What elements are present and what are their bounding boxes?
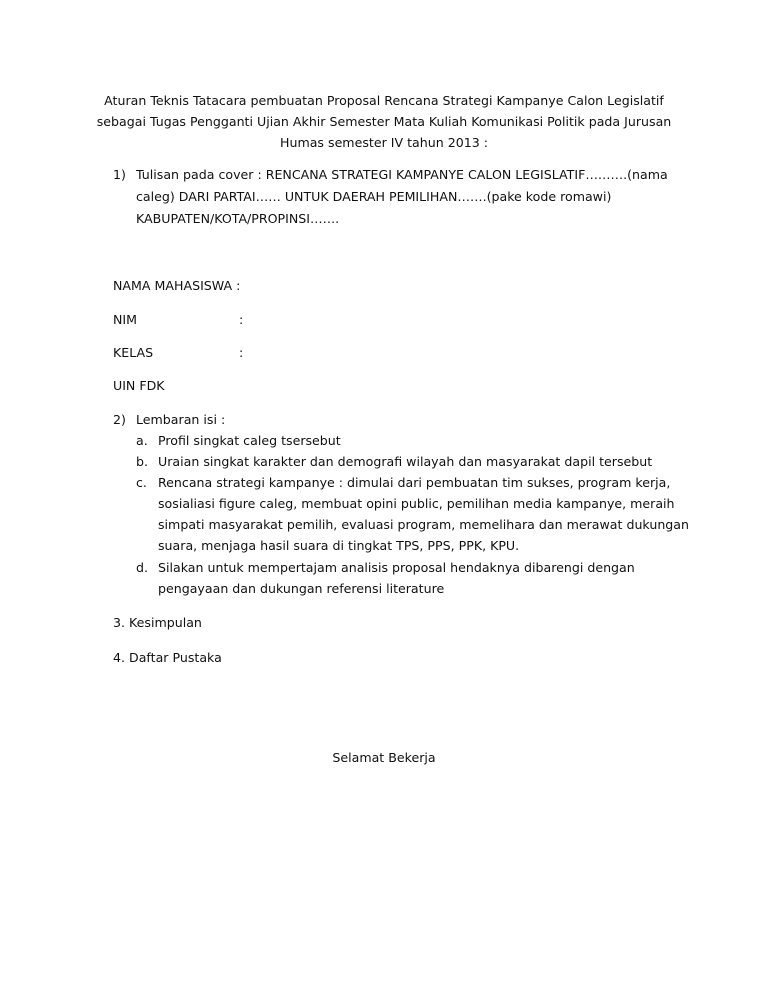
sub-item-text: pengayaan dan dukungan referensi literature: [158, 581, 445, 596]
item-1-text-line: KABUPATEN/KOTA/PROPINSI…….: [136, 211, 340, 226]
field-uin-fdk: UIN FDK: [113, 378, 165, 393]
sub-item-letter: c.: [136, 475, 147, 490]
item-2-number: 2): [113, 412, 126, 427]
field-kelas-colon: :: [239, 345, 244, 360]
item-1-text-line: Tulisan pada cover : RENCANA STRATEGI KAMPANYE CALON LEGISLATIF……….(nama: [136, 167, 668, 182]
document-title: [90, 90, 678, 153]
sub-item-text: Profil singkat caleg tsersebut: [158, 433, 341, 448]
title-line: sebagai Tugas Pengganti Ujian Akhir Semester Mata Kuliah Komunikasi Politik pada Jurusan: [96, 114, 672, 129]
title-line: Humas semester IV tahun 2013 :: [280, 135, 488, 150]
sub-item-letter: a.: [136, 433, 148, 448]
sub-item-text: sosialiasi figure caleg, membuat opini public, pemilihan media kampanye, meraih: [158, 496, 675, 511]
item-1-text-line: caleg) DARI PARTAI…… UNTUK DAERAH PEMILIHAN…….(pake kode romawi): [136, 189, 612, 204]
sub-item-text: suara, menjaga hasil suara di tingkat TPS, PPS, PPK, KPU.: [158, 538, 520, 553]
sub-item-text: Silakan untuk mempertajam analisis proposal hendaknya dibarengi dengan: [158, 560, 635, 575]
sub-item-letter: b.: [136, 454, 148, 469]
item-2-label: Lembaran isi :: [136, 412, 226, 427]
item-4-daftar-pustaka: 4. Daftar Pustaka: [113, 650, 222, 665]
sub-item-text: Uraian singkat karakter dan demografi wilayah dan masyarakat dapil tersebut: [158, 454, 653, 469]
item-3-kesimpulan: 3. Kesimpulan: [113, 615, 202, 630]
item-1-number: 1): [113, 167, 126, 182]
title-line: Aturan Teknis Tatacara pembuatan Proposal Rencana Strategi Kampanye Calon Legislatif: [104, 93, 664, 108]
field-nama-mahasiswa: NAMA MAHASISWA :: [113, 278, 241, 293]
field-kelas-label: KELAS: [113, 345, 154, 360]
sub-item-text: simpati masyarakat pemilih, evaluasi program, memelihara dan merawat dukungan: [158, 517, 689, 532]
field-nim-colon: :: [239, 312, 244, 327]
sub-item-text: Rencana strategi kampanye : dimulai dari pembuatan tim sukses, program kerja,: [158, 475, 671, 490]
sub-item-letter: d.: [136, 560, 148, 575]
field-nim-label: NIM: [113, 312, 138, 327]
closing-text: Selamat Bekerja: [332, 750, 436, 765]
